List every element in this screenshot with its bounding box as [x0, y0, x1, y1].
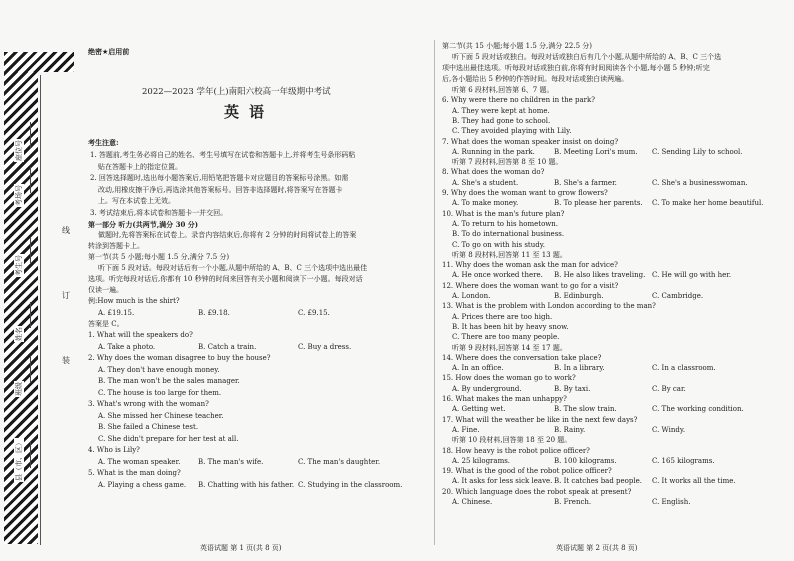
question: 18. How heavy is the robot police officer? [442, 446, 590, 455]
binding-field-line [30, 442, 31, 468]
instruction-line: 转涂到答题卡上。 [88, 242, 144, 250]
option: C. It works all the time. [652, 477, 736, 486]
binding-line [40, 75, 41, 545]
option: B. They had gone to school. [452, 116, 551, 125]
option: A. They were kept at home. [452, 106, 550, 115]
material-line: 听第 8 段材料,回答第 11 至 13 题。 [452, 250, 567, 259]
question: 1. What will the speakers do? [88, 331, 193, 339]
option: B. 100 kilograms. [554, 456, 617, 465]
material-line: 听第 6 段材料,回答第 6、7 题。 [452, 86, 554, 94]
notes-line: 上。写在本试卷上无效。 [98, 197, 175, 205]
binding-label: 县（市、区） [15, 439, 23, 481]
notes-line: 改动,用橡皮擦干净后,再选涂其他答案标号。回答非选择题时,将答案写在答题卡 [98, 185, 343, 194]
binding-label: 座位号 [15, 140, 23, 161]
question: 8. What does the woman do? [442, 168, 545, 177]
option: B. By taxi. [554, 384, 591, 393]
option: B. He also likes traveling. [554, 271, 646, 280]
instruction-line: 后,各小题给出 5 秒钟的作答时间。每段对话或独白读两遍。 [442, 75, 629, 83]
question: 2. Why does the woman disagree to buy the house? [88, 354, 271, 362]
option: A. He once worked there. [452, 271, 543, 280]
option: C. He will go with her. [652, 271, 732, 280]
example-option: C. £9.15. [298, 309, 330, 317]
option: A. Getting wet. [452, 405, 506, 414]
option: C. Studying in the classroom. [298, 480, 403, 489]
question: 6. Why were there no children in the park? [442, 96, 596, 105]
option: B. To please her parents. [554, 199, 643, 208]
option: A. London. [452, 292, 491, 300]
option: B. The man's wife. [198, 457, 264, 466]
option: C. Cambridge. [652, 292, 704, 300]
notes-heading: 考生注意: [88, 138, 119, 147]
option: B. To do international business. [452, 230, 565, 239]
option: C. To make her home beautiful. [652, 199, 764, 208]
option: B. It has been hit by heavy snow. [452, 322, 569, 331]
example-option: B. £9.18. [198, 309, 230, 317]
question: 9. Why does the woman want to grow flowers? [442, 189, 608, 197]
example-option: A. £19.15. [98, 309, 135, 317]
option: B. Meeting Lori's mum. [554, 147, 638, 156]
option: C. She's a businesswoman. [652, 178, 748, 187]
section-heading: 第二节(共 15 小题;每小题 1.5 分,满分 22.5 分) [442, 42, 593, 50]
instruction-line: 听下面 5 段对话或独白。每段对话或独白后有几个小题,从题中所给的 A、B、C 三个选 [452, 53, 722, 61]
part-heading: 第一部分 听力(共两节,满分 30 分) [88, 220, 199, 229]
option: A. Running in the park. [452, 147, 535, 156]
instruction-line: 做题时,先将答案标在试卷上。录音内容结束后,你将有 2 分钟的时间将试卷上的答案 [98, 231, 357, 239]
notes-line: 贴在答题卡上的指定位置。 [98, 162, 182, 171]
notes-line: 2. 回答选择题时,选出每小题答案后,用铅笔把答题卡对应题目的答案标号涂黑。如需 [90, 174, 349, 182]
binding-label: 班级 [15, 382, 23, 396]
binding-field-line [30, 167, 31, 193]
option: B. She's a farmer. [554, 178, 617, 187]
option: A. Prices there are too high. [452, 312, 553, 321]
material-line: 听第 10 段材料,回答第 18 至 20 题。 [452, 436, 572, 445]
example-answer: 答案是 C。 [88, 320, 124, 328]
confidential-label: 绝密★启用前 [88, 48, 130, 56]
question: 3. What's wrong with the woman? [88, 400, 209, 408]
binding-mark: 装 [62, 356, 70, 365]
option: B. It catches bad people. [554, 477, 642, 486]
option: A. To make money. [452, 199, 519, 208]
option: A. Take a photo. [98, 342, 156, 351]
question: 14. Where does the conversation take place? [442, 353, 602, 362]
binding-field-line [30, 357, 31, 383]
binding-label: 考生号 [15, 255, 23, 276]
option: C. English. [652, 498, 691, 506]
option: C. To go on with his study. [452, 240, 545, 249]
section-heading: 第一节(共 5 小题;每小题 1.5 分,满分 7.5 分) [88, 253, 230, 261]
question: 7. What does the woman speaker insist on doing? [442, 137, 619, 146]
option: C. Windy. [652, 425, 686, 434]
option: A. The woman speaker. [98, 457, 181, 466]
material-line: 听第 7 段材料,回答第 8 至 10 题。 [452, 158, 563, 167]
option: B. The man won't be the sales manager. [98, 377, 240, 385]
option: B. Catch a train. [198, 342, 257, 351]
instruction-line: 项中选出最佳选项。听每段对话或独白前,你将有时间阅读各个小题,每小题 5 秒钟;听完 [442, 64, 710, 72]
instruction-line: 选项。听完每段对话后,你都有 10 秒钟的时间来回答有关小题和阅读下一小题。每段对话 [88, 275, 363, 283]
subject-title: 英语 [224, 103, 275, 121]
option: C. The working condition. [652, 405, 744, 414]
option: B. Edinburgh. [554, 292, 604, 300]
option: C. The house is too large for them. [98, 388, 222, 397]
option: B. Rainy. [554, 425, 586, 434]
option: C. The man's daughter. [298, 457, 381, 466]
option: B. French. [554, 498, 592, 506]
binding-mark: 订 [62, 291, 70, 300]
option: C. In a classroom. [652, 364, 716, 373]
option: C. Buy a dress. [298, 342, 352, 351]
option: C. There are too many people. [452, 333, 560, 342]
question: 4. Who is Lily? [88, 446, 140, 454]
option: A. To return to his hometown. [452, 219, 559, 228]
option: A. She's a student. [452, 178, 519, 187]
binding-field-line [30, 302, 31, 328]
binding-strip-top [4, 52, 74, 72]
option: C. By car. [652, 384, 686, 393]
page-footer-left: 英语试题 第 1 页(共 8 页) [200, 544, 282, 552]
question: 16. What makes the man unhappy? [442, 395, 567, 403]
option: A. She missed her Chinese teacher. [98, 411, 224, 420]
column-divider [434, 40, 435, 545]
option: C. They avoided playing with Lily. [452, 127, 572, 136]
material-line: 听第 9 段材料,回答第 14 至 17 题。 [452, 343, 567, 352]
binding-mark: 线 [62, 226, 70, 235]
option: C. Sending Lily to school. [652, 147, 743, 156]
option: A. Fine. [452, 425, 480, 434]
instruction-line: 仅读一遍。 [88, 286, 123, 294]
binding-label: 姓名 [15, 327, 23, 341]
question: 17. What will the weather be like in the next few days? [442, 415, 638, 424]
option: A. They don't have enough money. [98, 365, 220, 374]
question: 20. Which language does the robot speak at present? [442, 487, 632, 496]
option: C. She didn't prepare for her test at all. [98, 434, 239, 443]
option: A. 25 kilograms. [452, 456, 511, 465]
notes-line: 1. 答题前,考生务必将自己的姓名、考生号填写在试卷和答题卡上,并将考生号条形码粘 [90, 151, 356, 159]
binding-field-line [30, 122, 31, 148]
page-footer-right: 英语试题 第 2 页(共 8 页) [556, 544, 638, 552]
option: A. By underground. [452, 384, 522, 393]
notes-line: 3. 考试结束后,将本试卷和答题卡一并交回。 [90, 208, 228, 217]
option: C. 165 kilograms. [652, 456, 715, 465]
option: A. Playing a chess game. [98, 480, 187, 489]
example-question: 例:How much is the shirt? [88, 297, 180, 305]
binding-label: 考场号 [15, 185, 23, 206]
option: A. It asks for less sick leave. [452, 477, 553, 486]
question: 15. How does the woman go to work? [442, 374, 576, 383]
option: A. Chinese. [452, 498, 493, 506]
exam-title: 2022—2023 学年(上)南阳六校高一年级期中考试 [142, 87, 331, 97]
question: 19. What is the good of the robot police officer? [442, 467, 612, 476]
option: B. She failed a Chinese test. [98, 423, 199, 431]
option: B. In a library. [554, 364, 605, 373]
instruction-line: 听下面 5 段对话。每段对话后有一个小题,从题中所给的 A、B、C 三个选项中选出最佳 [98, 264, 368, 272]
binding-field-line [30, 237, 31, 263]
question: 12. Where does the woman want to go for a visit? [442, 281, 619, 290]
question: 10. What is the man's future plan? [442, 209, 565, 218]
option: B. Chatting with his father. [198, 480, 295, 489]
question: 13. What is the problem with London according to the man? [442, 302, 656, 311]
option: B. The slow train. [554, 405, 617, 414]
question: 5. What is the man doing? [88, 469, 181, 477]
option: A. In an office. [452, 364, 504, 373]
question: 11. Why does the woman ask the man for advice? [442, 261, 618, 270]
